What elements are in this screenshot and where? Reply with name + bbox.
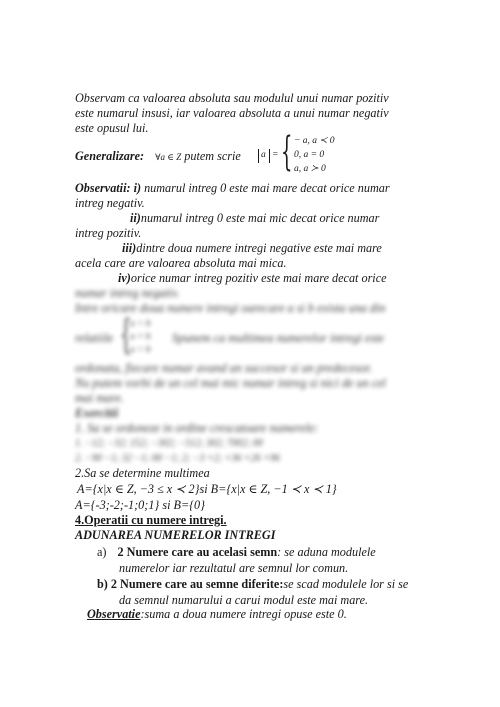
observatie-final-label: Observatie [87, 607, 141, 621]
observatie-ii-line [130, 211, 379, 226]
exercitii-heading: Exercitii [75, 406, 119, 420]
blurred-line-7: mai mare. [75, 391, 124, 405]
exercise-1a: 1. −12; −32; 152; −302; −512; 302; 7002; 00 [75, 438, 263, 449]
generalizare-label: Generalizare: [75, 149, 145, 163]
observatie-iii-number: iii) [122, 241, 137, 255]
exercise-2-sets [77, 482, 337, 497]
observatie-i-text: numarul intreg 0 este mai mare decat orice numar [144, 181, 390, 195]
intro-line-2: este numarul insusi, iar valoarea absoluta a unui numar negativ [75, 106, 389, 120]
item-b-line [97, 577, 408, 592]
exercise-1: 1. Sa se ordoneze in ordine crescatoare numerele: [75, 421, 319, 435]
section-4-title: 4.Operatii cu numere intregi. [75, 513, 227, 527]
item-b-text-2: da semnul numarului a carui modul este mai mare. [119, 593, 369, 607]
set-a: A={x|x ∈ Z, −3 ≤ x ≺ 2} [77, 482, 200, 496]
generalizare-line [75, 149, 241, 165]
item-a-line [97, 545, 376, 560]
observatie-iv-number: iv) [118, 271, 131, 285]
blurred-relation-1: a < b [130, 319, 151, 329]
item-a-bold: 2 Numere care au acelasi semn [117, 545, 278, 559]
intro-line-3: este opusul lui. [75, 121, 149, 135]
blurred-line-3: relatiile [75, 331, 114, 345]
observatii-i-line [75, 181, 390, 196]
blurred-line-5: ordonata, fiecare numar avand un succesor si un predecesor. [75, 361, 373, 375]
observatie-final-text: :suma a doua numere intregi opuse este 0. [140, 607, 347, 621]
cases-brace: { [281, 129, 293, 175]
observatie-ii-number: ii) [130, 211, 141, 225]
item-a-text: : se aduna modulele [277, 545, 376, 559]
blurred-brace: { [120, 312, 132, 358]
modulus-variable: a [261, 150, 266, 160]
observatie-iii-line [122, 241, 382, 256]
exercise-2-answer: A={-3;-2;-1;0;1} si B={0} [75, 498, 206, 512]
generalizare-text: putem scrie [184, 149, 241, 163]
observatie-iii-text-2: acela care are valoarea absoluta mai mica. [75, 256, 287, 270]
observatie-iv-text: orice numar intreg pozitiv este mai mare decat orice [130, 271, 387, 285]
item-b-text: se scad modulele lor si se [283, 577, 409, 591]
observatii-label: Observatii: [75, 181, 131, 195]
blurred-line-6: Nu putem vorbi de un cel mai mic numar intreg si nici de un cel [75, 376, 386, 390]
item-a-label: a) [97, 545, 107, 559]
item-b-bold: 2 Numere care au semne diferite: [110, 577, 284, 591]
observatie-i-text-2: intreg negativ. [75, 196, 145, 210]
blurred-line-1: numar intreg negativ. [75, 286, 180, 300]
case-positive: a, a ≻ 0 [294, 164, 326, 174]
item-b-label: b) [97, 577, 108, 591]
set-si: si [199, 482, 208, 496]
blurred-line-2: Intre oricare doua numere intregi oarecare a si b exista una din [75, 301, 386, 315]
set-b: B={x|x ∈ Z, −1 ≺ x ≺ 1} [210, 482, 337, 496]
forall-expression: ∀a ∈ Z [155, 152, 182, 162]
equals-sign: = [272, 150, 279, 160]
section-4-subtitle: ADUNAREA NUMERELOR INTREGI [75, 528, 276, 542]
blurred-relation-3: a > b [130, 345, 151, 355]
observatie-i-number: i) [133, 181, 142, 195]
observatie-ii-text-2: intreg pozitiv. [75, 226, 142, 240]
intro-line-1: Observam ca valoarea absoluta sau modulul unui numar pozitiv [75, 91, 389, 105]
observatie-iv-line [118, 271, 387, 286]
item-a-text-2: numerelor iar rezultatul are semnul lor comun. [119, 561, 349, 575]
exercise-1b: 2. −90 −1; 32 −1; 00 −1; 2; −3 +2; +36 +26 +96 [75, 453, 280, 464]
case-negative: − a, a ≺ 0 [294, 136, 335, 146]
observatie-final-line [87, 607, 347, 622]
blurred-relation-2: a = b [130, 332, 151, 342]
modulus-bar-right [269, 149, 270, 163]
observatie-iii-text: dintre doua numere intregi negative este mai mare [136, 241, 382, 255]
exercise-2-title: 2.Sa se determine multimea [75, 466, 210, 480]
blurred-line-4: Spunem ca multimea numerelor intregi este [172, 331, 384, 345]
modulus-bar-left [258, 149, 259, 163]
case-zero: 0, a = 0 [294, 150, 325, 160]
observatie-ii-text: numarul intreg 0 este mai mic decat orice numar [140, 211, 380, 225]
